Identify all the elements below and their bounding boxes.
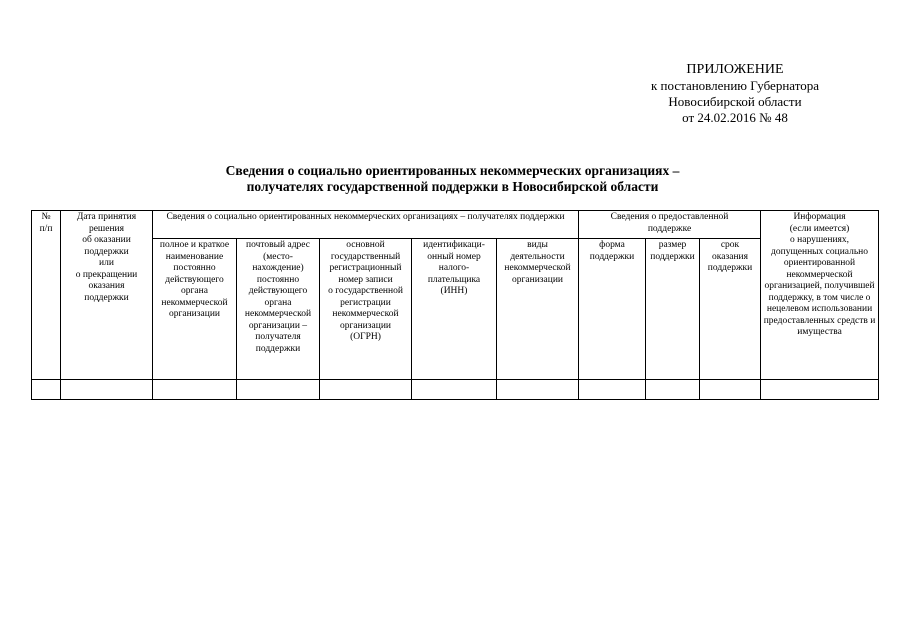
header-number: № п/п: [32, 211, 61, 380]
appendix-line-1: к постановлению Губернатора: [650, 78, 820, 93]
table-cell: [153, 380, 237, 400]
appendix-line-2: Новосибирской области: [668, 94, 802, 109]
header-violations: Информация (если имеется) о нарушениях, допущенных социально ориентированной некоммерческой организацией, получившей поддержку, в том числе о нецелевом использовании предоставленных средств и имущества: [761, 211, 879, 380]
header-inn: идентификаци- онный номер налого- плательщика (ИНН): [412, 239, 497, 380]
table-cell: [700, 380, 761, 400]
table-cell: [761, 380, 879, 400]
appendix-title: ПРИЛОЖЕНИЕ: [686, 62, 784, 77]
header-support-term: срок оказания поддержки: [700, 239, 761, 380]
header-support-size: размер поддержки: [646, 239, 700, 380]
table-cell: [646, 380, 700, 400]
appendix-block: [600, 62, 870, 126]
document-title-line-1: Сведения о социально ориентированных некоммерческих организациях –: [225, 163, 680, 178]
table-cell: [579, 380, 646, 400]
document-title-line-2: получателях государственной поддержки в Новосибирской области: [246, 179, 659, 194]
header-support-group: Сведения о предоставленной поддержке: [579, 211, 761, 239]
nko-table: [31, 210, 879, 400]
header-org-name: полное и краткое наименование постоянно действующего органа некоммерческой организации: [153, 239, 237, 380]
table-cell: [61, 380, 153, 400]
document-title: [90, 163, 815, 195]
header-support-form: форма поддержки: [579, 239, 646, 380]
header-row-1: [32, 211, 879, 239]
header-org-address: почтовый адрес (место- нахождение) постоянно действующего органа некоммерческой организации – получателя поддержки: [237, 239, 320, 380]
header-activity: виды деятельности некоммерческой организации: [497, 239, 579, 380]
table-cell: [497, 380, 579, 400]
header-row-2: [32, 239, 879, 380]
table-row: [32, 380, 879, 400]
header-ogrn: основной государственный регистрационный номер записи о государственной регистрации некоммерческой организации (ОГРН): [320, 239, 412, 380]
table-cell: [32, 380, 61, 400]
appendix-line-3: от 24.02.2016 № 48: [682, 110, 788, 125]
table-cell: [237, 380, 320, 400]
header-organization-group: Сведения о социально ориентированных некоммерческих организациях – получателях поддержки: [153, 211, 579, 239]
table-cell: [412, 380, 497, 400]
header-decision-date: Дата принятия решения об оказании поддержки или о прекращении оказания поддержки: [61, 211, 153, 380]
table-cell: [320, 380, 412, 400]
